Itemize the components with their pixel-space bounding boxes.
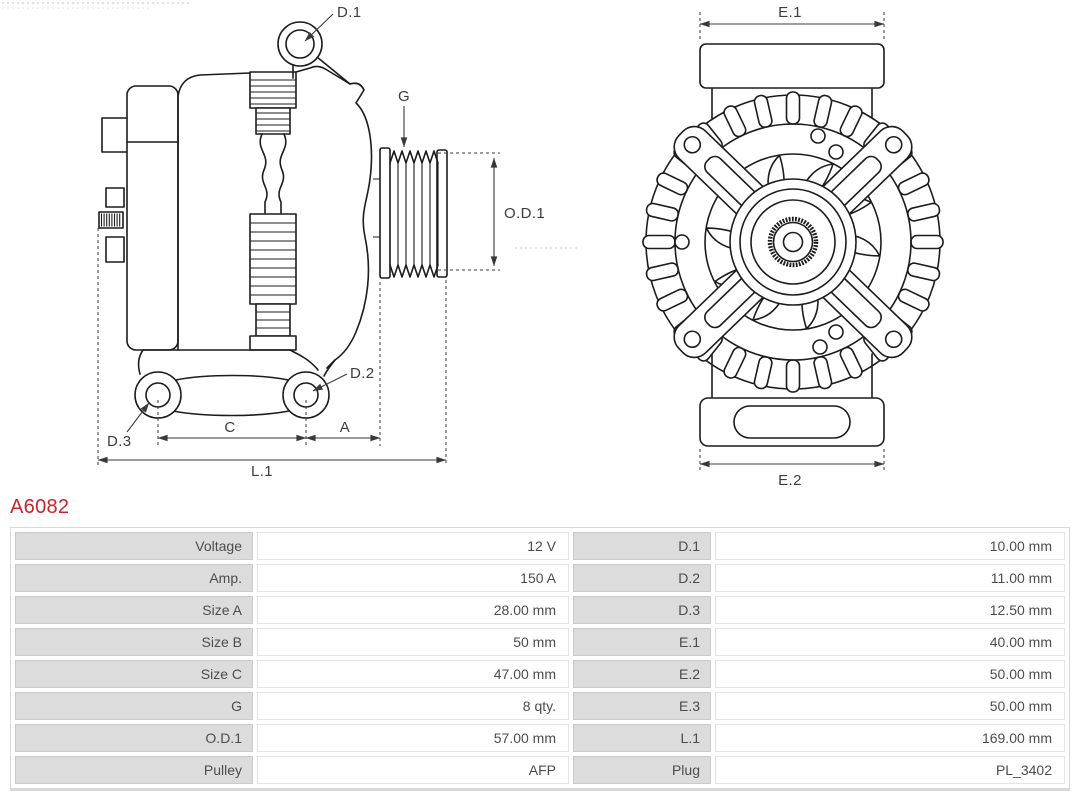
table-row	[15, 724, 1065, 752]
table-row	[15, 564, 1065, 592]
spec-value-cell: 11.00 mm	[715, 564, 1065, 592]
shaft-hole	[784, 233, 803, 252]
spec-label-cell: Voltage	[15, 532, 253, 560]
spec-label-cell: G	[15, 692, 253, 720]
top-bracket	[700, 44, 884, 88]
terminal-stud	[106, 237, 124, 262]
spec-label-cell: L.1	[573, 724, 711, 752]
dim-label-d1: D.1	[337, 4, 362, 21]
spec-label-cell: Pulley	[15, 756, 253, 784]
lug-hole-d1	[286, 30, 314, 58]
dim-label-e1: E.1	[778, 4, 802, 21]
rear-housing	[127, 86, 178, 350]
spec-label-cell: O.D.1	[15, 724, 253, 752]
body-top-edge	[178, 73, 250, 96]
spec-value-cell: 57.00 mm	[257, 724, 569, 752]
spec-value-cell: 8 qty.	[257, 692, 569, 720]
spec-value-cell: 50.00 mm	[715, 660, 1065, 688]
spec-label-cell: Plug	[573, 756, 711, 784]
table-row	[15, 596, 1065, 624]
spec-value-cell: 50.00 mm	[715, 692, 1065, 720]
table-row	[15, 692, 1065, 720]
front-pulley	[730, 179, 856, 305]
side-view	[98, 4, 545, 480]
dim-label-l1: L.1	[250, 463, 274, 480]
dim-label-d3: D.3	[107, 433, 132, 450]
spec-label-cell: D.1	[573, 532, 711, 560]
bracket-slot	[734, 406, 850, 438]
dim-label-od1: O.D.1	[504, 205, 546, 222]
spec-value-cell: 150 A	[257, 564, 569, 592]
spec-label-cell: E.3	[573, 692, 711, 720]
spec-label-cell: D.2	[573, 564, 711, 592]
spec-value-cell: 28.00 mm	[257, 596, 569, 624]
lug-hole-d3	[146, 383, 170, 407]
spec-value-cell: 10.00 mm	[715, 532, 1065, 560]
spec-label-cell: Size B	[15, 628, 253, 656]
table-row	[15, 628, 1065, 656]
spec-label-cell: E.1	[573, 628, 711, 656]
spec-label-cell: E.2	[573, 660, 711, 688]
spec-value-cell: PL_3402	[715, 756, 1065, 784]
spec-label-cell: D.3	[573, 596, 711, 624]
mounting-base	[135, 350, 335, 418]
terminal-stud	[106, 188, 124, 207]
table-row	[15, 756, 1065, 784]
spec-value-cell: 47.00 mm	[257, 660, 569, 688]
dim-label-a: A	[339, 419, 351, 436]
spec-value-cell: 169.00 mm	[715, 724, 1065, 752]
front-housing	[296, 66, 371, 368]
dim-label-g: G	[397, 88, 411, 105]
spec-label-cell: Size C	[15, 660, 253, 688]
part-number: A6082	[10, 496, 70, 518]
pulley	[380, 148, 447, 278]
front-view	[643, 4, 943, 489]
dim-label-d2: D.2	[350, 365, 375, 382]
lug-hole-d2	[294, 383, 318, 407]
spec-label-cell: Size A	[15, 596, 253, 624]
table-row	[15, 532, 1065, 560]
table-row	[15, 660, 1065, 688]
spec-value-cell: AFP	[257, 756, 569, 784]
spec-value-cell: 12.50 mm	[715, 596, 1065, 624]
dim-label-e2: E.2	[778, 472, 802, 489]
spec-value-cell: 40.00 mm	[715, 628, 1065, 656]
spec-table	[10, 527, 1070, 791]
stator-ribs	[250, 72, 296, 350]
spec-value-cell: 12 V	[257, 532, 569, 560]
spec-label-cell: Amp.	[15, 564, 253, 592]
terminal-block	[102, 118, 130, 152]
spec-value-cell: 50 mm	[257, 628, 569, 656]
dim-label-c: C	[224, 419, 236, 436]
